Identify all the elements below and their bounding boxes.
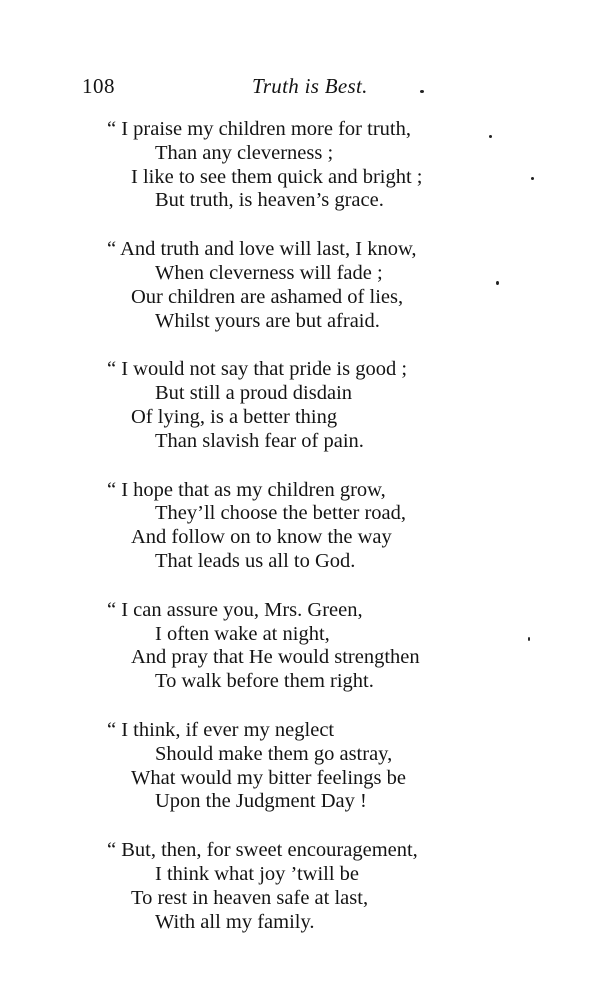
poem-line: “ I hope that as my children grow, (107, 478, 386, 501)
stanza (107, 358, 527, 453)
print-speck (420, 90, 424, 93)
poem-line: To walk before them right. (155, 670, 374, 693)
poem-line: “ And truth and love will last, I know, (107, 238, 417, 261)
poem-line: “ I can assure you, Mrs. Green, (107, 598, 363, 621)
print-speck (531, 177, 534, 180)
print-speck (496, 281, 499, 285)
poem-line: And pray that He would strengthen (131, 646, 420, 669)
poem-line: Than any cleverness ; (155, 141, 334, 164)
poem-line: I think what joy ’twill be (155, 862, 360, 885)
page-number: 108 (82, 74, 115, 98)
poem-line: Than slavish fear of pain. (155, 429, 364, 452)
stanza (107, 118, 527, 213)
stanza (107, 719, 527, 814)
stanza (107, 479, 527, 574)
poem-line: They’ll choose the better road, (155, 502, 407, 525)
poem-line: But still a proud disdain (155, 382, 353, 405)
poem-line: “ I think, if ever my neglect (107, 718, 335, 741)
poem-line: “ I praise my children more for truth, (107, 118, 411, 140)
poem-line: But truth, is heaven’s grace. (155, 189, 384, 212)
poem-line: Of lying, is a better thing (131, 405, 338, 428)
running-title: Truth is Best. (252, 74, 368, 98)
poem-line: What would my bitter feelings be (131, 766, 406, 789)
poem-line: “ I would not say that pride is good ; (107, 358, 408, 381)
poem-line: I often wake at night, (155, 622, 330, 645)
poem-line: Whilst yours are but afraid. (155, 309, 380, 332)
poem (107, 118, 527, 959)
stanza (107, 238, 527, 333)
poem-line: When cleverness will fade ; (155, 261, 383, 284)
poem-line: Should make them go astray, (155, 742, 393, 765)
poem-line: “ But, then, for sweet encouragement, (107, 839, 418, 862)
poem-line: With all my family. (155, 910, 315, 933)
poem-line: And follow on to know the way (131, 526, 392, 549)
print-speck (489, 135, 492, 138)
page-header (82, 74, 522, 104)
poem-line: Upon the Judgment Day ! (155, 790, 367, 813)
poem-line: To rest in heaven safe at last, (131, 886, 369, 909)
stanza (107, 839, 527, 934)
stanza (107, 599, 527, 694)
poem-line: I like to see them quick and bright ; (131, 165, 423, 188)
print-speck (528, 637, 530, 641)
poem-line: That leads us all to God. (155, 549, 356, 572)
poem-line: Our children are ashamed of lies, (131, 285, 404, 308)
